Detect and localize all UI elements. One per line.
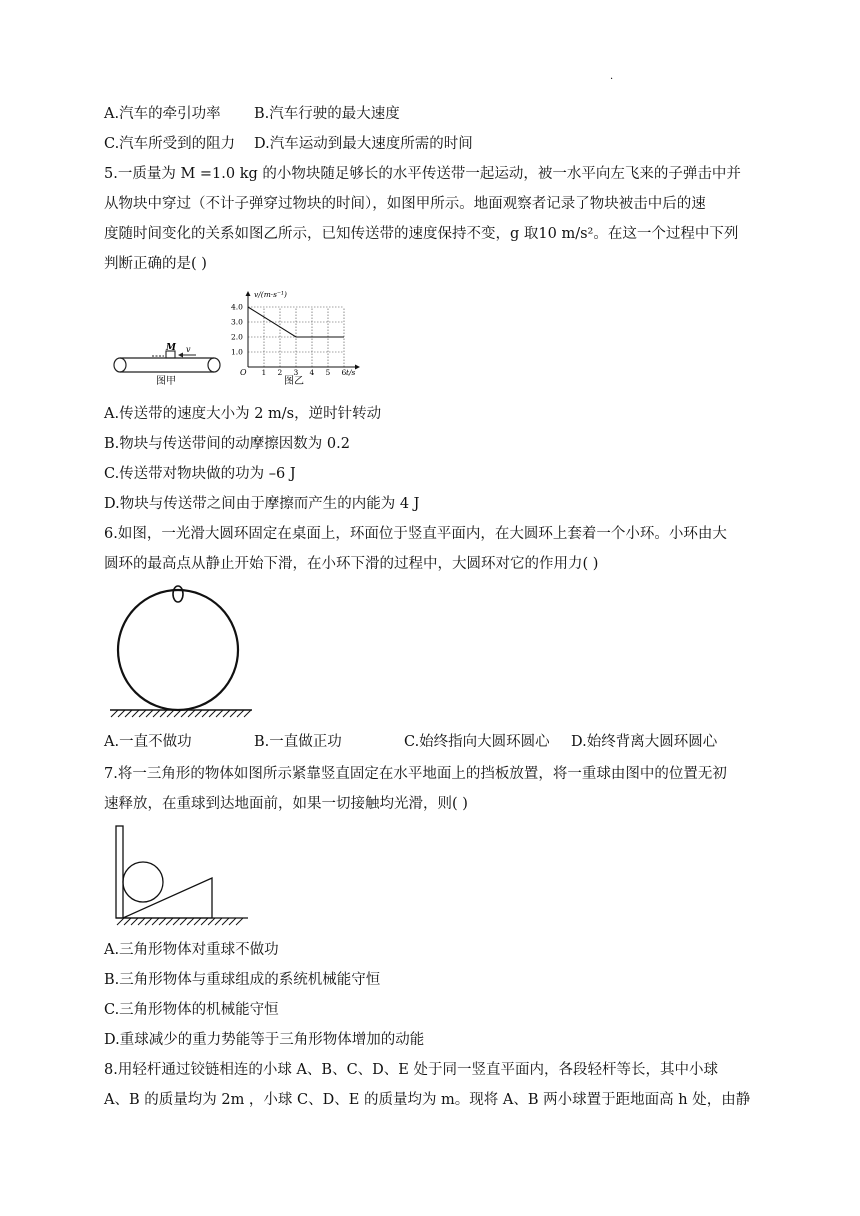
y-tick-label: 2.0 <box>231 332 243 342</box>
ground-hatch-line <box>180 918 187 925</box>
y-axis-arrow <box>246 291 251 296</box>
q5-stem-line-4: 判断正确的是( ) <box>104 256 207 272</box>
triangle-block <box>123 878 212 918</box>
vertical-board <box>116 826 123 918</box>
q5-stem-line-1: 5.一质量为 M =1.0 kg 的小物块随足够长的水平传送带一起运动，被一水平向左飞来的子弹击中并 <box>104 166 741 182</box>
q8-stem-line-2: A、B 的质量均为 2m ，小球 C、D、E 的质量均为 m。现将 A、B 两小球置于距地面高 h 处，由静 <box>104 1092 751 1108</box>
ground-hatch-line <box>152 918 159 925</box>
q5-stem-line-3: 度随时间变化的关系如图乙所示，已知传送带的速度保持不变，g 取10 m/s²。在这一个过程中下列 <box>104 226 739 242</box>
y-tick-label: 1.0 <box>231 347 243 357</box>
q4-option-b: B.汽车行驶的最大速度 <box>254 106 400 122</box>
q5-figure-jia <box>108 290 228 385</box>
ground-hatch-line <box>117 918 124 925</box>
ground-hatch-line <box>194 918 201 925</box>
ground-hatch-line <box>166 918 173 925</box>
x-tick-label: 4 <box>309 368 315 377</box>
ground-hatch-line <box>173 918 180 925</box>
ground-hatch-line <box>111 710 118 717</box>
ground-hatch-line <box>132 710 139 717</box>
x-tick-label: 5 <box>325 368 331 377</box>
q5-vt-chart <box>226 285 366 385</box>
q7-option-c: C.三角形物体的机械能守恒 <box>104 1002 279 1018</box>
q5-option-d: D.物块与传送带之间由于摩擦而产生的内能为 4 J <box>104 496 420 512</box>
q6-option-b: B.一直做正功 <box>254 734 342 750</box>
x-tick-label: 3 <box>293 368 299 377</box>
ground-hatch-line <box>223 710 230 717</box>
ground-hatch-line <box>167 710 174 717</box>
q6-option-c: C.始终指向大圆环圆心 <box>404 734 550 750</box>
q7-stem-line-1: 7.将一三角形的物体如图所示紧靠竖直固定在水平地面上的挡板放置，将一重球由图中的位置无初 <box>104 766 727 782</box>
q4-option-a: A.汽车的牵引功率 <box>104 106 221 122</box>
q4-option-c: C.汽车所受到的阻力 <box>104 136 236 152</box>
q6-ring-figure <box>106 582 256 722</box>
ground-hatch-line <box>244 710 251 717</box>
fig-yi-label: 图乙 <box>284 376 304 385</box>
chart-xlabel: t/s <box>346 368 356 377</box>
ground-hatch-line <box>222 918 229 925</box>
q7-wedge-figure <box>108 822 258 932</box>
q5-option-a: A.传送带的速度大小为 2 m/s，逆时针转动 <box>104 406 382 422</box>
q7-option-a: A.三角形物体对重球不做功 <box>104 942 279 958</box>
q6-option-a: A.一直不做功 <box>104 734 192 750</box>
q7-option-d: D.重球减少的重力势能等于三角形物体增加的动能 <box>104 1032 425 1048</box>
ground-hatch-line <box>159 918 166 925</box>
x-tick-label: 1 <box>261 368 267 377</box>
ground-hatch-line <box>146 710 153 717</box>
q6-option-d: D.始终背离大圆环圆心 <box>571 734 718 750</box>
y-tick-label: 4.0 <box>231 302 243 312</box>
q5-stem-line-2: 从物块中穿过（不计子弹穿过物块的时间），如图甲所示。地面观察者记录了物块被击中后的速 <box>104 196 706 212</box>
q6-stem-line-1: 6.如图，一光滑大圆环固定在桌面上，环面位于竖直平面内，在大圆环上套着一个小环。小环由大 <box>104 526 727 542</box>
ground-hatch-line <box>181 710 188 717</box>
ground-hatch-line <box>236 918 243 925</box>
heavy-ball <box>123 862 163 902</box>
q7-option-b: B.三角形物体与重球组成的系统机械能守恒 <box>104 972 381 988</box>
x-tick-label: 6 <box>341 368 347 377</box>
ground-hatch-line <box>237 710 244 717</box>
ground-hatch-line <box>229 918 236 925</box>
y-tick-label: 3.0 <box>231 317 243 327</box>
ground-hatch-line <box>230 710 237 717</box>
ground-hatch-line <box>153 710 160 717</box>
ground-hatch-line <box>131 918 138 925</box>
q5-option-c: C.传送带对物块做的功为 –6 J <box>104 466 296 482</box>
chart-origin: O <box>240 368 247 377</box>
ground-hatch-line <box>188 710 195 717</box>
ground-hatch-line <box>215 918 222 925</box>
ground-hatch-line <box>160 710 167 717</box>
ground-hatch-line <box>202 710 209 717</box>
block-label: M <box>166 343 176 353</box>
ground-hatch-line <box>195 710 202 717</box>
q4-option-d: D.汽车运动到最大速度所需的时间 <box>254 136 473 152</box>
ground-hatch-line <box>208 918 215 925</box>
ground-hatch-line <box>118 710 125 717</box>
q6-stem-line-2: 圆环的最高点从静止开始下滑，在小环下滑的过程中，大圆环对它的作用力( ) <box>104 556 599 572</box>
ground-hatch-line <box>201 918 208 925</box>
q5-option-b: B.物块与传送带间的动摩擦因数为 0.2 <box>104 436 350 452</box>
ground-hatch-line <box>125 710 132 717</box>
page-dot: · <box>610 74 614 85</box>
ground-hatch-line <box>209 710 216 717</box>
x-axis-arrow <box>355 365 360 370</box>
q8-stem-line-1: 8.用轻杆通过铰链相连的小球 A、B、C、D、E 处于同一竖直平面内，各段轻杆等长，其中小球 <box>104 1062 718 1078</box>
ground-hatch-line <box>124 918 131 925</box>
x-tick-label: 2 <box>277 368 283 377</box>
ground-hatch-line <box>216 710 223 717</box>
fig-jia-label: 图甲 <box>156 376 176 385</box>
q7-stem-line-2: 速释放，在重球到达地面前，如果一切接触均光滑，则( ) <box>104 796 468 812</box>
small-ring <box>173 586 183 602</box>
bullet-label: v <box>186 345 191 354</box>
ground-hatch-line <box>187 918 194 925</box>
ground-hatch-line <box>139 710 146 717</box>
large-ring <box>118 590 238 710</box>
ground-hatch-line <box>138 918 145 925</box>
ground-hatch-line <box>145 918 152 925</box>
chart-ylabel: v/(m·s⁻¹) <box>254 290 287 299</box>
